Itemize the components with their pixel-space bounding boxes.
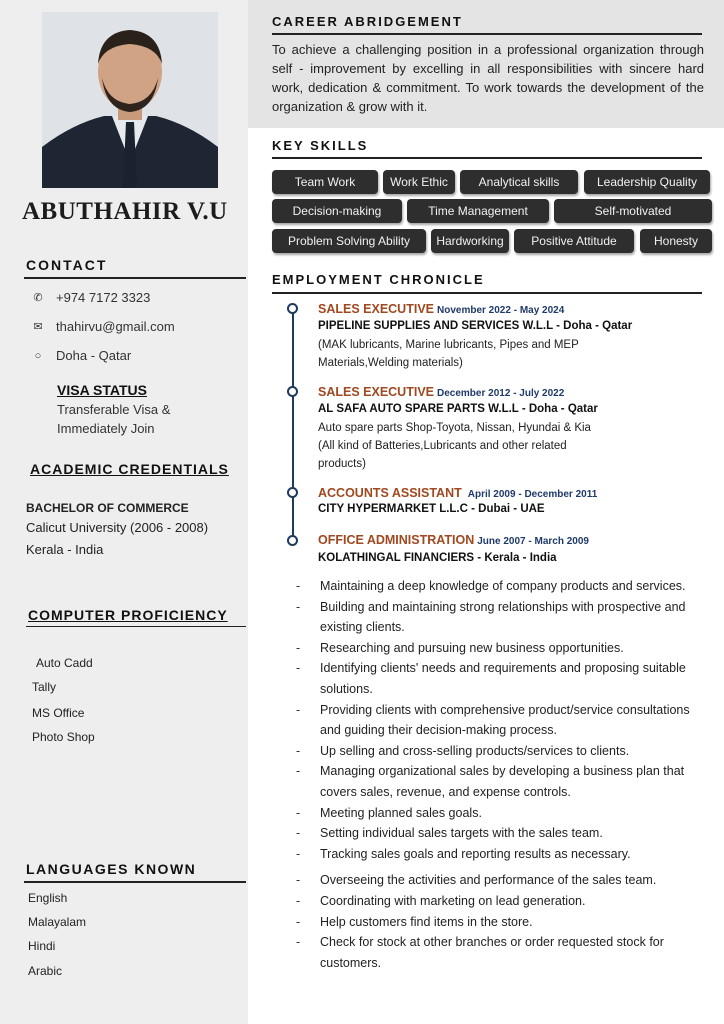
contact-phone <box>30 290 150 305</box>
education-university: Calicut University (2006 - 2008) <box>26 520 209 535</box>
visa-status <box>57 400 227 438</box>
skill-pill: Problem Solving Ability <box>272 229 426 253</box>
job-role: SALES EXECUTIVE <box>318 385 434 399</box>
list-item: - Managing organizational sales by developing a business plan that covers sales, revenue, and expense controls. <box>296 761 706 802</box>
email-icon: ✉ <box>33 321 43 333</box>
job-description-line: Auto spare parts Shop-Toyota, Nissan, Hyundai & Kia <box>318 422 591 434</box>
job-dates: April 2009 - December 2011 <box>467 489 598 500</box>
job-description-line: (MAK lubricants, Marine lubricants, Pipes and MEP <box>318 339 579 351</box>
computer-skill: Tally <box>32 680 57 694</box>
phone-icon: ✆ <box>33 292 43 304</box>
visa-line-2: Immediately Join <box>57 421 155 436</box>
list-item: - Identifying clients' needs and requirements and proposing suitable solutions. <box>296 658 706 699</box>
timeline-dot <box>287 303 298 314</box>
visa-line-1: Transferable Visa & <box>57 402 171 417</box>
language-item: English <box>28 891 68 905</box>
language-item: Arabic <box>28 964 63 978</box>
job-description-line: Materials,Welding materials) <box>318 357 463 369</box>
location-icon: ○ <box>34 349 42 362</box>
skill-pill: Decision-making <box>272 199 402 223</box>
contact-email <box>30 319 175 334</box>
skill-pill: Honesty <box>640 229 712 253</box>
list-item: - Meeting planned sales goals. <box>296 803 706 824</box>
email-text: thahirvu@gmail.com <box>56 319 175 334</box>
job-title <box>318 302 564 316</box>
timeline-line <box>292 308 294 540</box>
location-text: Doha - Qatar <box>56 348 132 363</box>
skill-pill: Analytical skills <box>460 170 578 194</box>
skill-pill: Team Work <box>272 170 378 194</box>
languages-heading: LANGUAGES KNOWN <box>26 861 197 877</box>
list-item: - Up selling and cross-selling products/services to clients. <box>296 741 706 762</box>
career-objective: To achieve a challenging position in a professional organization through self - improvement by excelling in all responsibilities with sincere hard work, dedication & commitment. To work towards the development of the organization & grow with it. <box>272 42 704 114</box>
list-item: - Help customers find items in the store. <box>296 912 706 933</box>
key-skills-heading: KEY SKILLS <box>272 138 369 153</box>
education-place: Kerala - India <box>26 542 104 557</box>
language-item: Hindi <box>28 939 56 953</box>
timeline-dot <box>287 535 298 546</box>
phone-text: +974 7172 3323 <box>56 290 151 305</box>
timeline-dot <box>287 487 298 498</box>
list-item: - Providing clients with comprehensive product/service consultations and guiding their decision-making process. <box>296 700 706 741</box>
job-title <box>318 385 564 399</box>
list-item: - Overseeing the activities and performance of the sales team. <box>296 870 706 891</box>
profile-photo <box>42 12 218 188</box>
job-description <box>318 419 618 473</box>
contact-divider <box>24 277 246 279</box>
employment-divider <box>272 292 702 294</box>
list-item: - Setting individual sales targets with the sales team. <box>296 823 706 844</box>
list-item: - Researching and pursuing new business opportunities. <box>296 638 706 659</box>
skill-pill: Work Ethic <box>383 170 455 194</box>
job-dates: November 2022 - May 2024 <box>437 305 565 316</box>
language-item: Malayalam <box>28 915 87 929</box>
career-divider <box>272 33 702 35</box>
contact-location <box>30 348 131 363</box>
computer-skill: Auto Cadd <box>36 656 93 670</box>
list-item: - Check for stock at other branches or order requested stock for customers. <box>296 932 706 973</box>
employment-heading: EMPLOYMENT CHRONICLE <box>272 272 485 287</box>
job-dates: December 2012 - July 2022 <box>437 388 565 399</box>
timeline-dot <box>287 386 298 397</box>
job-description-line: products) <box>318 458 366 470</box>
job-role: OFFICE ADMINISTRATION <box>318 533 475 547</box>
job-dates: June 2007 - March 2009 <box>477 536 589 547</box>
list-item: - Maintaining a deep knowledge of company products and services. <box>296 576 706 597</box>
education-heading: ACADEMIC CREDENTIALS <box>30 461 229 477</box>
skill-pill: Time Management <box>407 199 549 223</box>
visa-heading: VISA STATUS <box>57 382 147 398</box>
skill-pill: Leadership Quality <box>584 170 710 194</box>
list-item: - Coordinating with marketing on lead generation. <box>296 891 706 912</box>
responsibilities-list <box>296 576 706 973</box>
computer-heading: COMPUTER PROFICIENCY <box>28 607 228 623</box>
job-role: SALES EXECUTIVE <box>318 302 434 316</box>
computer-skill: Photo Shop <box>32 730 95 744</box>
career-heading: CAREER ABRIDGEMENT <box>272 14 463 29</box>
list-item: - Tracking sales goals and reporting results as necessary. <box>296 844 706 865</box>
contact-heading: CONTACT <box>26 257 108 273</box>
job-company: KOLATHINGAL FINANCIERS - Kerala - India <box>318 552 557 564</box>
computer-divider <box>26 626 246 627</box>
job-description <box>318 336 618 372</box>
skill-pill: Hardworking <box>431 229 509 253</box>
education-degree: BACHELOR OF COMMERCE <box>26 501 189 515</box>
skill-pill: Positive Attitude <box>514 229 634 253</box>
skill-pill: Self-motivated <box>554 199 712 223</box>
key-skills-divider <box>272 157 702 159</box>
job-company: CITY HYPERMARKET L.L.C - Dubai - UAE <box>318 503 545 515</box>
job-title <box>318 486 597 500</box>
job-company: AL SAFA AUTO SPARE PARTS W.L.L - Doha - Qatar <box>318 403 598 415</box>
job-title <box>318 533 589 547</box>
computer-skill: MS Office <box>32 706 85 720</box>
list-item: - Building and maintaining strong relationships with prospective and existing clients. <box>296 597 706 638</box>
person-name: ABUTHAHIR V.U <box>22 198 228 225</box>
job-description-line: (All kind of Batteries,Lubricants and other related <box>318 440 567 452</box>
languages-divider <box>24 881 246 883</box>
job-company: PIPELINE SUPPLIES AND SERVICES W.L.L - Doha - Qatar <box>318 320 633 332</box>
job-role: ACCOUNTS ASSISTANT <box>318 486 462 500</box>
